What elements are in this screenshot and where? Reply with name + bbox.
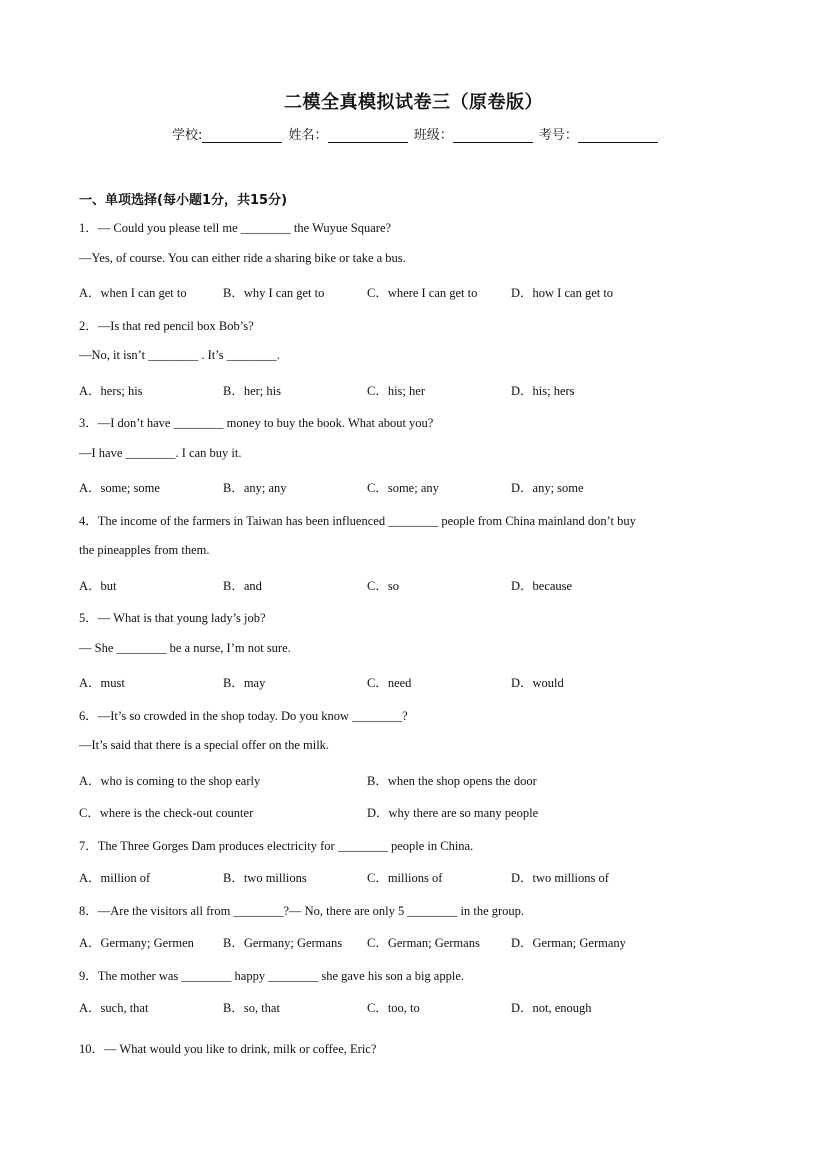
- option-b: B．may: [223, 676, 266, 690]
- option-a: A．who is coming to the shop early: [79, 774, 261, 788]
- question-stem: —It’s said that there is a special offer on the milk.: [79, 738, 330, 752]
- option-d: D．would: [511, 676, 564, 690]
- option-c: C．some; any: [367, 481, 439, 495]
- exam-number-label: 考号：: [538, 128, 578, 143]
- school-label: 学校:: [172, 128, 203, 143]
- option-d: D．how I can get to: [511, 286, 614, 300]
- option-a: A．Germany; Germen: [79, 936, 194, 950]
- question-stem: —Yes, of course. You can either ride a sharing bike or take a bus.: [79, 251, 406, 265]
- option-d: D．two millions of: [511, 871, 609, 885]
- question-stem: — She ________ be a nurse, I’m not sure.: [79, 641, 291, 655]
- option-c: C．where I can get to: [367, 286, 478, 300]
- option-a: A．million of: [79, 871, 151, 885]
- question-stem: 8．—Are the visitors all from ________?— No, there are only 5 ________ in the group.: [79, 904, 525, 918]
- option-b: B．and: [223, 579, 262, 593]
- option-c: C．his; her: [367, 384, 425, 398]
- question-stem: the pineapples from them.: [79, 543, 210, 557]
- option-b: B．any; any: [223, 481, 287, 495]
- option-a: A．hers; his: [79, 384, 143, 398]
- option-a: A．must: [79, 676, 125, 690]
- question-stem: —No, it isn’t ________ . It’s ________.: [79, 348, 280, 362]
- name-label: 姓名：: [288, 128, 328, 143]
- option-c: C．German; Germans: [367, 936, 480, 950]
- question-stem: 5．— What is that young lady’s job?: [79, 611, 266, 625]
- option-d: D．his; hers: [511, 384, 575, 398]
- option-b: B．her; his: [223, 384, 281, 398]
- option-c: C．need: [367, 676, 412, 690]
- section-heading: 一、单项选择(每小题1分，共15分): [79, 193, 288, 208]
- option-b: B．Germany; Germans: [223, 936, 343, 950]
- option-c: C．too, to: [367, 1001, 420, 1015]
- option-a: A．but: [79, 579, 117, 593]
- exam-number-blank: [578, 128, 658, 143]
- class-blank: [453, 128, 533, 143]
- question-stem: 1．— Could you please tell me ________ the Wuyue Square?: [79, 221, 392, 235]
- option-d: D．German; Germany: [511, 936, 626, 950]
- question-stem: 4．The income of the farmers in Taiwan has been influenced ________ people from China mainland don’t buy: [79, 514, 636, 528]
- question-stem: 6．—It’s so crowded in the shop today. Do you know ________?: [79, 709, 408, 723]
- page-title: 二模全真模拟试卷三（原卷版）: [284, 92, 543, 113]
- option-b: B．so, that: [223, 1001, 280, 1015]
- question-stem: 9．The mother was ________ happy ________ she gave his son a big apple.: [79, 969, 465, 983]
- school-blank: [202, 128, 282, 143]
- option-b: B．why I can get to: [223, 286, 325, 300]
- option-b: B．when the shop opens the door: [367, 774, 537, 788]
- class-label: 班级：: [413, 128, 453, 143]
- option-b: B．two millions: [223, 871, 307, 885]
- question-stem: 2．—Is that red pencil box Bob’s?: [79, 319, 254, 333]
- option-a: A．some; some: [79, 481, 160, 495]
- option-c: C．millions of: [367, 871, 443, 885]
- option-d: D．why there are so many people: [367, 806, 539, 820]
- option-c: C．where is the check-out counter: [79, 806, 254, 820]
- question-stem: 10．— What would you like to drink, milk or coffee, Eric?: [79, 1042, 377, 1056]
- option-a: A．when I can get to: [79, 286, 187, 300]
- option-d: D．because: [511, 579, 573, 593]
- question-stem: —I have ________. I can buy it.: [79, 446, 242, 460]
- student-info-row: [172, 124, 660, 143]
- question-stem: 3．—I don’t have ________ money to buy the book. What about you?: [79, 416, 434, 430]
- question-stem: 7．The Three Gorges Dam produces electricity for ________ people in China.: [79, 839, 474, 853]
- option-c: C．so: [367, 579, 399, 593]
- option-d: D．any; some: [511, 481, 584, 495]
- name-blank: [328, 128, 408, 143]
- option-d: D．not, enough: [511, 1001, 592, 1015]
- option-a: A．such, that: [79, 1001, 149, 1015]
